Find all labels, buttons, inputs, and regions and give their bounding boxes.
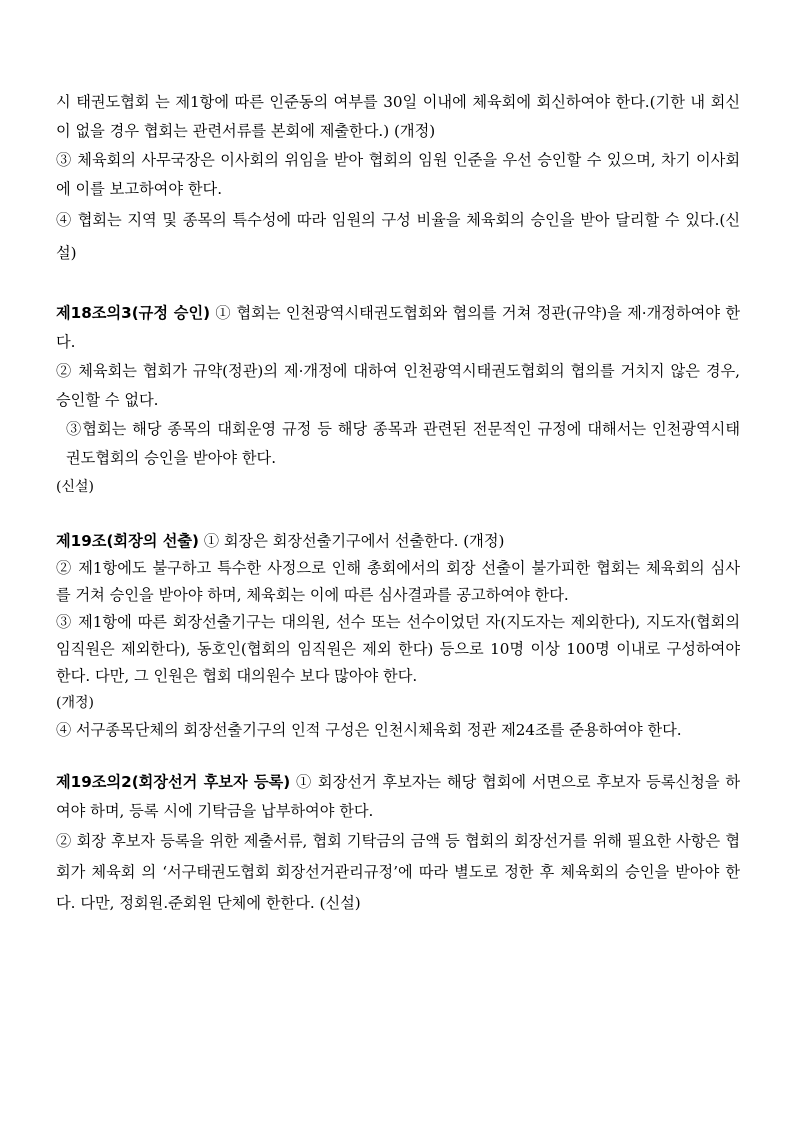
top-paragraph-4: ④ 협회는 지역 및 종목의 특수성에 따라 임원의 구성 비율을 체육회의 승인을 받아 달리할 수 있다.(신설): [56, 211, 740, 262]
article-19-p2: ② 제1항에도 불구하고 특수한 사정으로 인해 총회에서의 회장 선출이 불가피한 협회는 체육회의 심사를 거쳐 승인을 받아야 하며, 체육회는 이에 따른 심사결과를 공고하여야 한다.: [56, 559, 740, 604]
article-18-3-title: 제18조의3(규정 승인): [56, 304, 211, 322]
article-19-2-p1: 제19조의2(회장선거 후보자 등록) ① 회장선거 후보자는 해당 협회에 서면으로 후보자 등록신청을 하여야 하며, 등록 시에 기탁금을 납부하여야 한다.: [56, 773, 740, 820]
article-19-note: (개정): [56, 695, 94, 711]
article-19-2-title: 제19조의2(회장선거 후보자 등록): [56, 773, 291, 791]
article-19-p1: 제19조(회장의 선출) ① 회장은 회장선출기구에서 선출한다. (개정): [56, 532, 505, 550]
article-19-p4: ④ 서구종목단체의 회장선출기구의 인적 구성은 인천시체육회 정관 제24조를 준용하여야 한다.: [56, 721, 682, 739]
article-18-3-p1: 제18조의3(규정 승인) ① 협회는 인천광역시태권도협회와 협의를 거쳐 정관(규약)을 제·개정하여야 한다.: [56, 304, 740, 351]
top-paragraph-1: 시 태권도협회 는 제1항에 따른 인준동의 여부를 30일 이내에 체육회에 회신하여야 한다.(기한 내 회신이 없을 경우 협회는 관련서류를 본회에 제출한다.) (개정): [56, 93, 740, 140]
article-18-3-p2: ② 체육회는 협회가 규약(정관)의 제·개정에 대하여 인천광역시태권도협회의 협의를 거치지 않은 경우, 승인할 수 없다.: [56, 362, 740, 409]
document-page: [56, 88, 740, 919]
top-paragraph-3: ③ 체육회의 사무국장은 이사회의 위임을 받아 협회의 임원 인준을 우선 승인할 수 있으며, 차기 이사회에 이를 보고하여야 한다.: [56, 151, 740, 198]
article-19-title: 제19조(회장의 선출): [56, 532, 200, 550]
article-18-3-p3: ③협회는 해당 종목의 대회운영 규정 등 해당 종목과 관련된 전문적인 규정에 대해서는 인천광역시태권도협회의 승인을 받아야 한다.: [66, 420, 740, 467]
article-18-3-note: (신설): [56, 479, 94, 495]
article-19-p3: ③ 제1항에 따른 회장선출기구는 대의원, 선수 또는 선수이었던 자(지도자는 제외한다), 지도자(협회의 임직원은 제외한다), 동호인(협회의 임직원은 제외 한다) 등으로 10명 이상 100명 이내로 구성하여야 한다. 다만, 그 인원은 협회 대의원수 보다 많아야 한다.: [56, 613, 740, 685]
article-19-2-p2: ② 회장 후보자 등록을 위한 제출서류, 협회 기탁금의 금액 등 협회의 회장선거를 위해 필요한 사항은 협회가 체육회 의 ‘서구태권도협회 회장선거관리규정’에 따라 별도로 정한 후 체육회의 승인을 받아야 한다. 다만, 정회원.준회원 단체에 한한다. (신설): [56, 832, 740, 912]
